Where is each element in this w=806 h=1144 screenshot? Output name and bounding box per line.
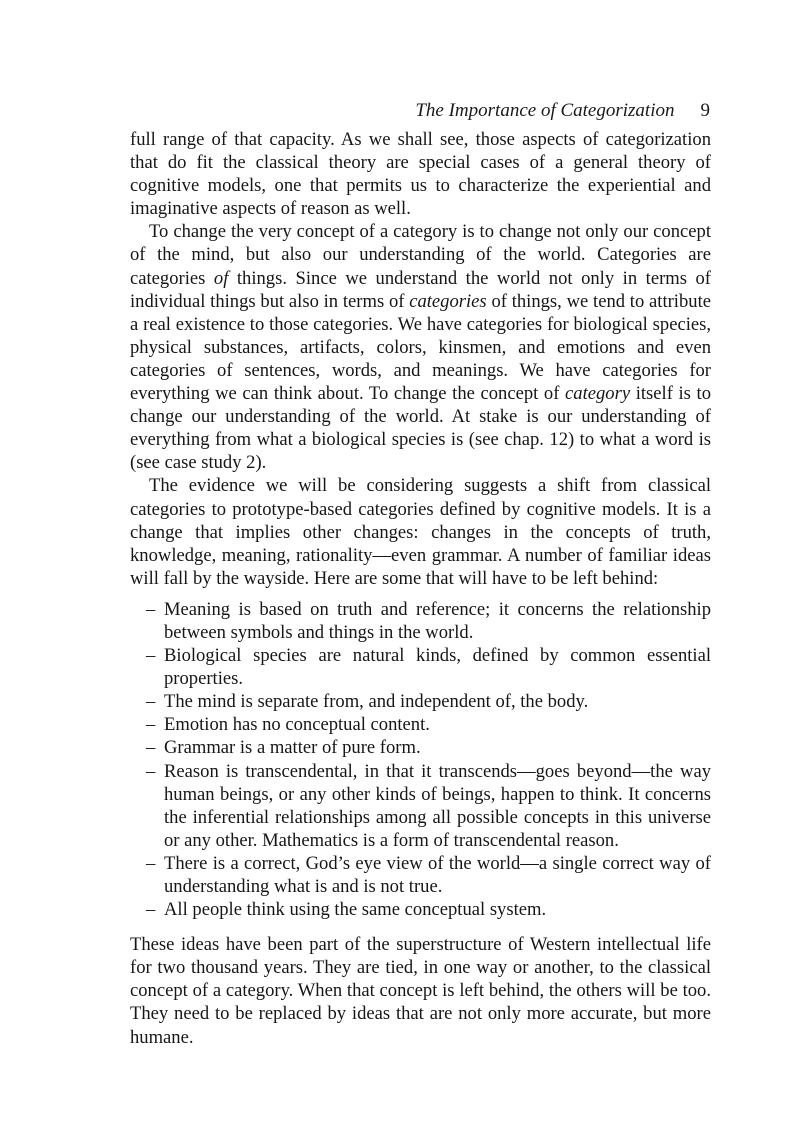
list-item-text: All people think using the same conceptual system.	[164, 899, 547, 921]
list-item	[130, 898, 711, 921]
paragraph-2-part-a: To change the very concept of a category is to change not only our concept of the mind, but also our understanding of the world. Categories are categories	[130, 221, 711, 289]
list-item-text: Reason is transcendental, in that it transcends—goes beyond—the way human beings, or any other kinds of beings, happen to think. It concerns the inferential relationships among all possible concepts in this universe or any other. Mathematics is a form of transcendental reason.	[164, 760, 711, 851]
ideas-list	[130, 598, 711, 921]
list-item-text: The mind is separate from, and independent of, the body.	[164, 691, 589, 713]
list-item	[130, 736, 711, 759]
dash-marker: –	[146, 645, 156, 667]
emphasis-of: of	[213, 267, 229, 289]
paragraph-4: These ideas have been part of the superstructure of Western intellectual life for two thousand years. They are tied, in one way or another, to the classical concept of a category. When that concept is left behind, the others will be too. They need to be replaced by ideas that are not only more accurate, but more humane.	[130, 934, 711, 1048]
page-number: 9	[700, 100, 710, 121]
list-item-text: Grammar is a matter of pure form.	[164, 737, 421, 759]
list-item	[130, 852, 711, 898]
emphasis-category: category	[565, 383, 631, 405]
list-item	[130, 760, 711, 852]
list-item	[130, 713, 711, 736]
paragraph-2-part-d: itself is to change our understanding of the world. At stake is our understanding of everything from what a biological species is (see chap. 12) to what a word is (see case study 2).	[130, 383, 711, 474]
dash-marker: –	[146, 598, 156, 620]
list-item-text: There is a correct, God’s eye view of the world—a single correct way of understanding what is and is not true.	[164, 852, 711, 897]
list-item	[130, 644, 711, 690]
list-item-text: Emotion has no conceptual content.	[164, 714, 430, 736]
dash-marker: –	[146, 714, 156, 736]
dash-marker: –	[146, 760, 156, 782]
paragraph-2	[130, 220, 711, 474]
dash-marker: –	[146, 852, 156, 874]
dash-marker: –	[146, 899, 156, 921]
dash-marker: –	[146, 737, 156, 759]
paragraph-1: full range of that capacity. As we shall see, those aspects of categorization that do fit the classical theory are special cases of a general theory of cognitive models, one that permits us to characterize the experiential and imaginative aspects of reason as well.	[130, 129, 711, 220]
running-header	[130, 100, 710, 122]
emphasis-categories: categories	[409, 290, 487, 312]
chapter-title: The Importance of Categorization	[415, 100, 675, 121]
list-item	[130, 690, 711, 713]
paragraph-2-part-b: things. Since we understand the world not only in terms of individual things but also in terms of	[130, 267, 711, 312]
body-text	[130, 128, 711, 1049]
list-item-text: Meaning is based on truth and reference; it concerns the relationship between symbols and things in the world.	[164, 598, 711, 643]
dash-marker: –	[146, 691, 156, 713]
paragraph-2-part-c: of things, we tend to attribute a real existence to those categories. We have categories for biological species, physical substances, artifacts, colors, kinsmen, and emotions and even categories of sentences, words, and meanings. We have categories for everything we can think about. To change the concept of	[130, 290, 711, 405]
list-item-text: Biological species are natural kinds, defined by common essential properties.	[164, 645, 711, 690]
list-item	[130, 598, 711, 644]
paragraph-3: The evidence we will be considering suggests a shift from classical categories to prototype-based categories defined by cognitive models. It is a change that implies other changes: changes in the concepts of truth, knowledge, meaning, rationality—even grammar. A number of familiar ideas will fall by the wayside. Here are some that will have to be left behind:	[130, 475, 711, 589]
